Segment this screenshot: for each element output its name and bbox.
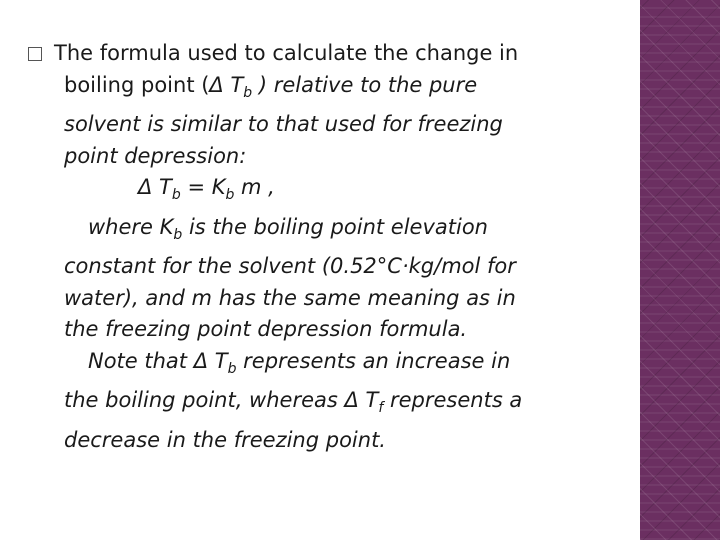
p2-text-1b: is the boiling point elevation <box>182 214 488 239</box>
p3-text-1a: Note that Δ T <box>88 348 228 373</box>
p3-text-2b: represents a <box>383 388 523 412</box>
p1-text-1: The formula used to calculate the change in <box>54 41 519 65</box>
formula-subscript-1: b <box>171 187 181 203</box>
paragraph-3-line-2 <box>28 385 628 425</box>
slide-body <box>28 38 628 456</box>
formula <box>28 172 628 212</box>
p1-text-2b: ) relative to the pure <box>252 72 478 97</box>
formula-m: m , <box>234 175 275 199</box>
bullet-icon <box>28 47 42 61</box>
paragraph-1-line-1 <box>28 38 628 70</box>
p3-subscript-f: f <box>378 400 384 416</box>
paragraph-1-line-4: point depression: <box>64 143 247 168</box>
delta-symbol: Δ T <box>209 72 244 97</box>
p2-subscript: b <box>173 226 183 243</box>
paragraph-2-line-1 <box>28 212 628 252</box>
p3-text-1b: represents an increase in <box>236 348 511 373</box>
p3-text-2a: the boiling point, whereas Δ T <box>64 388 379 412</box>
p2-text-1a: where K <box>88 214 174 239</box>
formula-subscript-2: b <box>225 187 235 203</box>
paragraph-3-line-3: decrease in the freezing point. <box>64 427 386 452</box>
subscript-b: b <box>243 84 253 101</box>
paragraph-2-line-3: water), and m has the same meaning as in <box>64 285 516 310</box>
formula-delta-t: Δ T <box>138 175 172 199</box>
p1-text-2a: boiling point ( <box>64 72 210 97</box>
p3-subscript-b: b <box>227 360 237 377</box>
paragraph-3-line-1 <box>28 346 628 386</box>
paragraph-1-line-2 <box>28 70 628 110</box>
decorative-sidebar <box>640 0 720 540</box>
formula-equals-k: = K <box>180 175 226 199</box>
paragraph-1-line-3: solvent is similar to that used for freezing <box>64 112 503 136</box>
paragraph-2-line-4: the freezing point depression formula. <box>64 317 468 341</box>
paragraph-2-line-2: constant for the solvent (0.52°C·kg/mol for <box>64 254 516 278</box>
